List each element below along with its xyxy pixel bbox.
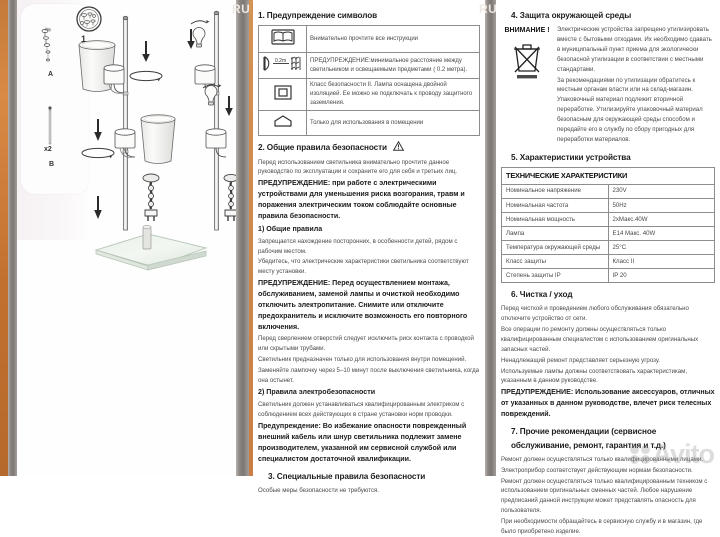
warning-symbols-table	[258, 25, 480, 136]
spec-value: 2хМакс.40W	[608, 212, 715, 226]
table-row	[502, 241, 715, 255]
section-2-title	[258, 141, 480, 154]
section-5-title: 5. Характеристики устройства	[511, 152, 631, 162]
assembly-illustration	[17, 0, 236, 476]
table-row	[502, 269, 715, 283]
base-plate-icon	[96, 225, 206, 270]
class-2-double-square-icon	[259, 79, 307, 111]
screw-parts-group	[42, 29, 50, 61]
paragraph: Заменяйте лампочку через 5–10 минут после выключения светильника, когда она остынет.	[258, 366, 480, 384]
paragraph: Используемые лампы должны соответствовать характеристикам, указанным в данном руководстве.	[501, 367, 688, 385]
spec-value: IP 20	[608, 269, 715, 283]
part-label-b: B	[49, 161, 55, 168]
subsection-heading: 2) Правила электробезопасности	[258, 388, 376, 397]
spec-value: 230V	[608, 184, 715, 198]
table-row	[502, 212, 715, 226]
min-distance-icon	[259, 53, 307, 79]
section-6-title: 6. Чистка / уход	[511, 290, 573, 300]
table-row	[502, 227, 715, 241]
spec-table-header: ТЕХНИЧЕСКИЕ ХАРАКТЕРИСТИКИ	[502, 167, 715, 184]
symbol-text: Только для использования в помещении	[307, 111, 480, 136]
table-row	[259, 79, 480, 111]
environment-text	[557, 25, 715, 145]
section-4-title: 4. Защита окружающей среды	[511, 11, 632, 20]
warning-triangle-icon	[393, 142, 403, 151]
attention-column	[501, 25, 553, 145]
part-label-1: 1	[81, 34, 87, 44]
watermark-text: Avito	[652, 439, 714, 469]
page-spine-right	[485, 0, 496, 476]
spec-value: 50Hz	[608, 198, 715, 212]
paragraph: Ненадлежащий ремонт представляет серьезную угрозу.	[501, 356, 661, 364]
pole-assembly-right	[187, 11, 238, 230]
paragraph: Ремонт должен осуществляться только квалифицированными лицами.	[501, 455, 703, 463]
paragraph: Все операции по ремонту должны осуществляться только квалифицированным специалистом с использованием оригинальных запасных частей.	[501, 326, 699, 353]
symbol-text: Внимательно прочтите все инструкции	[307, 26, 480, 53]
table-header-row	[502, 167, 715, 184]
language-tag-ru-1: RU	[232, 2, 251, 16]
paragraph: Электроприбор соответствует действующим нормам безопасности.	[501, 466, 693, 474]
paragraph: Особые меры безопасности не требуются.	[258, 486, 380, 494]
part-label-a: A	[48, 71, 54, 78]
paragraph: Убедитесь, что электрические характеристики светильника соответствуют месту установки.	[258, 258, 469, 276]
symbol-text: Класс безопасности II. Лампа оснащена двойной изоляцией. Ее можно не подключать к проводу защитного заземления.	[307, 79, 480, 111]
paragraph: Перед сверлением отверстий следует исключить риск контакта с проводкой или скрытыми трубами.	[258, 335, 474, 352]
paragraph-bold: Предупреждение: Во избежание опасности поврежденный внешний кабель или шнур светильника подлежит замене производителем, указанной им сервисной службой или специалистом достаточной квалификации.	[258, 421, 467, 463]
table-row	[259, 111, 480, 136]
language-tag-ru-2: RU	[479, 2, 498, 16]
page-edge-middle	[249, 0, 253, 476]
symbol-text: ПРЕДУПРЕЖДЕНИЕ:минимальное расстояние между светильником и освещаемыми предметами ( 0.2 метра).	[307, 53, 480, 79]
rod-part-b	[48, 106, 51, 144]
spec-value: 25°C	[608, 241, 715, 255]
section-6-body	[501, 304, 715, 420]
lamp-shade-middle	[141, 115, 175, 164]
section-2-title-text: 2. Общие правила безопасности	[258, 143, 387, 153]
specifications-table	[501, 167, 715, 283]
section-3-title: 3. Специальные правила безопасности	[268, 471, 426, 481]
section-7-body	[501, 455, 715, 537]
table-row	[259, 26, 480, 53]
spec-value: E14 Макс. 40W	[608, 227, 715, 241]
cord-and-plug-left	[143, 174, 159, 221]
spec-label: Степень защиты IP	[502, 269, 609, 283]
middle-text-column	[253, 0, 485, 494]
spec-label: Номинальное напряжение	[502, 184, 609, 198]
parts-circle-icon	[77, 7, 101, 31]
paragraph: Перед чисткой и проведением любого обслуживания обязательно отключите устройство от сети.	[501, 305, 689, 323]
section-1-title: 1. Предупреждение символов	[258, 11, 378, 20]
crossed-out-wheelie-bin-icon	[510, 41, 544, 81]
paragraph: Ремонт должен осуществляться только квалифицированным техником с использованием оригинальных сменных частей. Любое нарушение предписаний данной инструкции может представлять опасность для пользователя.	[501, 477, 708, 515]
paragraph: Электрические устройства запрещено утилизировать вместе с бытовыми отходами. Их необходимо сдавать в муниципальный пункт приема для экологически безопасной утилизации в соответствии с местными стандартами.	[557, 26, 712, 73]
table-row	[502, 198, 715, 212]
environment-attention-block	[501, 25, 715, 145]
subsection-heading: 1) Общие правила	[258, 225, 323, 234]
spec-value: Класс II	[608, 255, 715, 269]
paragraph: Светильник должен устанавливаться квалифицированным электриком с соблюдением всех действующих в стране установки норм проводки.	[258, 400, 465, 418]
paragraph: За рекомендациями по утилизации обратитесь к местным органам власти или на склад-магазин. Упаковочный материал подлежит вторичной переработке. Утилизируйте упаковочный материал безопасным для окружающей среды способом и передайте его в службу по сбору пригодных для переработки материалов.	[557, 76, 703, 143]
paragraph-bold: ПРЕДУПРЕЖДЕНИЕ: Перед осуществлением монтажа, обслуживанием, заменой лампы и очисткой необходимо отключить электропитание. Снимите или отключите предохранитель и исключите возможность его повторного включения.	[258, 279, 468, 332]
spec-label: Класс защиты	[502, 255, 609, 269]
page-spine-left	[8, 0, 17, 476]
read-manual-icon	[259, 26, 307, 53]
spec-label: Номинальная мощность	[502, 212, 609, 226]
paragraph: Перед использованием светильника внимательно прочтите данное руководство по эксплуатации и сохраните его для себя и третьих лиц.	[258, 158, 458, 176]
paragraph: Светильник предназначен только для использования внутри помещений.	[258, 355, 467, 363]
paragraph: Запрещается нахождение посторонних, в особенности детей, рядом с рабочим местом.	[258, 237, 458, 255]
page-spine-middle	[236, 0, 249, 476]
spec-label: Лампа	[502, 227, 609, 241]
spec-label: Температура окружающей среды	[502, 241, 609, 255]
spec-label: Номинальная частота	[502, 198, 609, 212]
paragraph-bold: ПРЕДУПРЕЖДЕНИЕ: Использование аксессуаров, отличных от указанных в данном руководстве, влечет риск телесных повреждений.	[501, 388, 715, 419]
paragraph-bold: ПРЕДУПРЕЖДЕНИЕ: при работе с электрическими устройствами для уменьшения риска возгорания, травм и поражения электрическим током соблюдайте основные правила безопасности.	[258, 179, 465, 221]
table-row	[502, 184, 715, 198]
section-2-body	[258, 158, 480, 465]
table-row	[259, 53, 480, 79]
svg-text:0.2m: 0.2m	[274, 58, 286, 65]
section-7-title: 7. Прочие рекомендации (сервисное обслуживание, ремонт, гарантия и т.д.)	[511, 427, 666, 450]
page-edge-left	[0, 0, 8, 476]
attention-label: ВНИМАНИЕ !	[504, 27, 550, 35]
part-label-x2: x2	[44, 146, 52, 153]
table-row	[502, 255, 715, 269]
indoor-use-house-icon	[259, 111, 307, 136]
right-text-column	[496, 0, 720, 535]
paragraph: При необходимости обращайтесь в сервисную службу и в магазин, где было приобретено изделие.	[501, 518, 703, 535]
